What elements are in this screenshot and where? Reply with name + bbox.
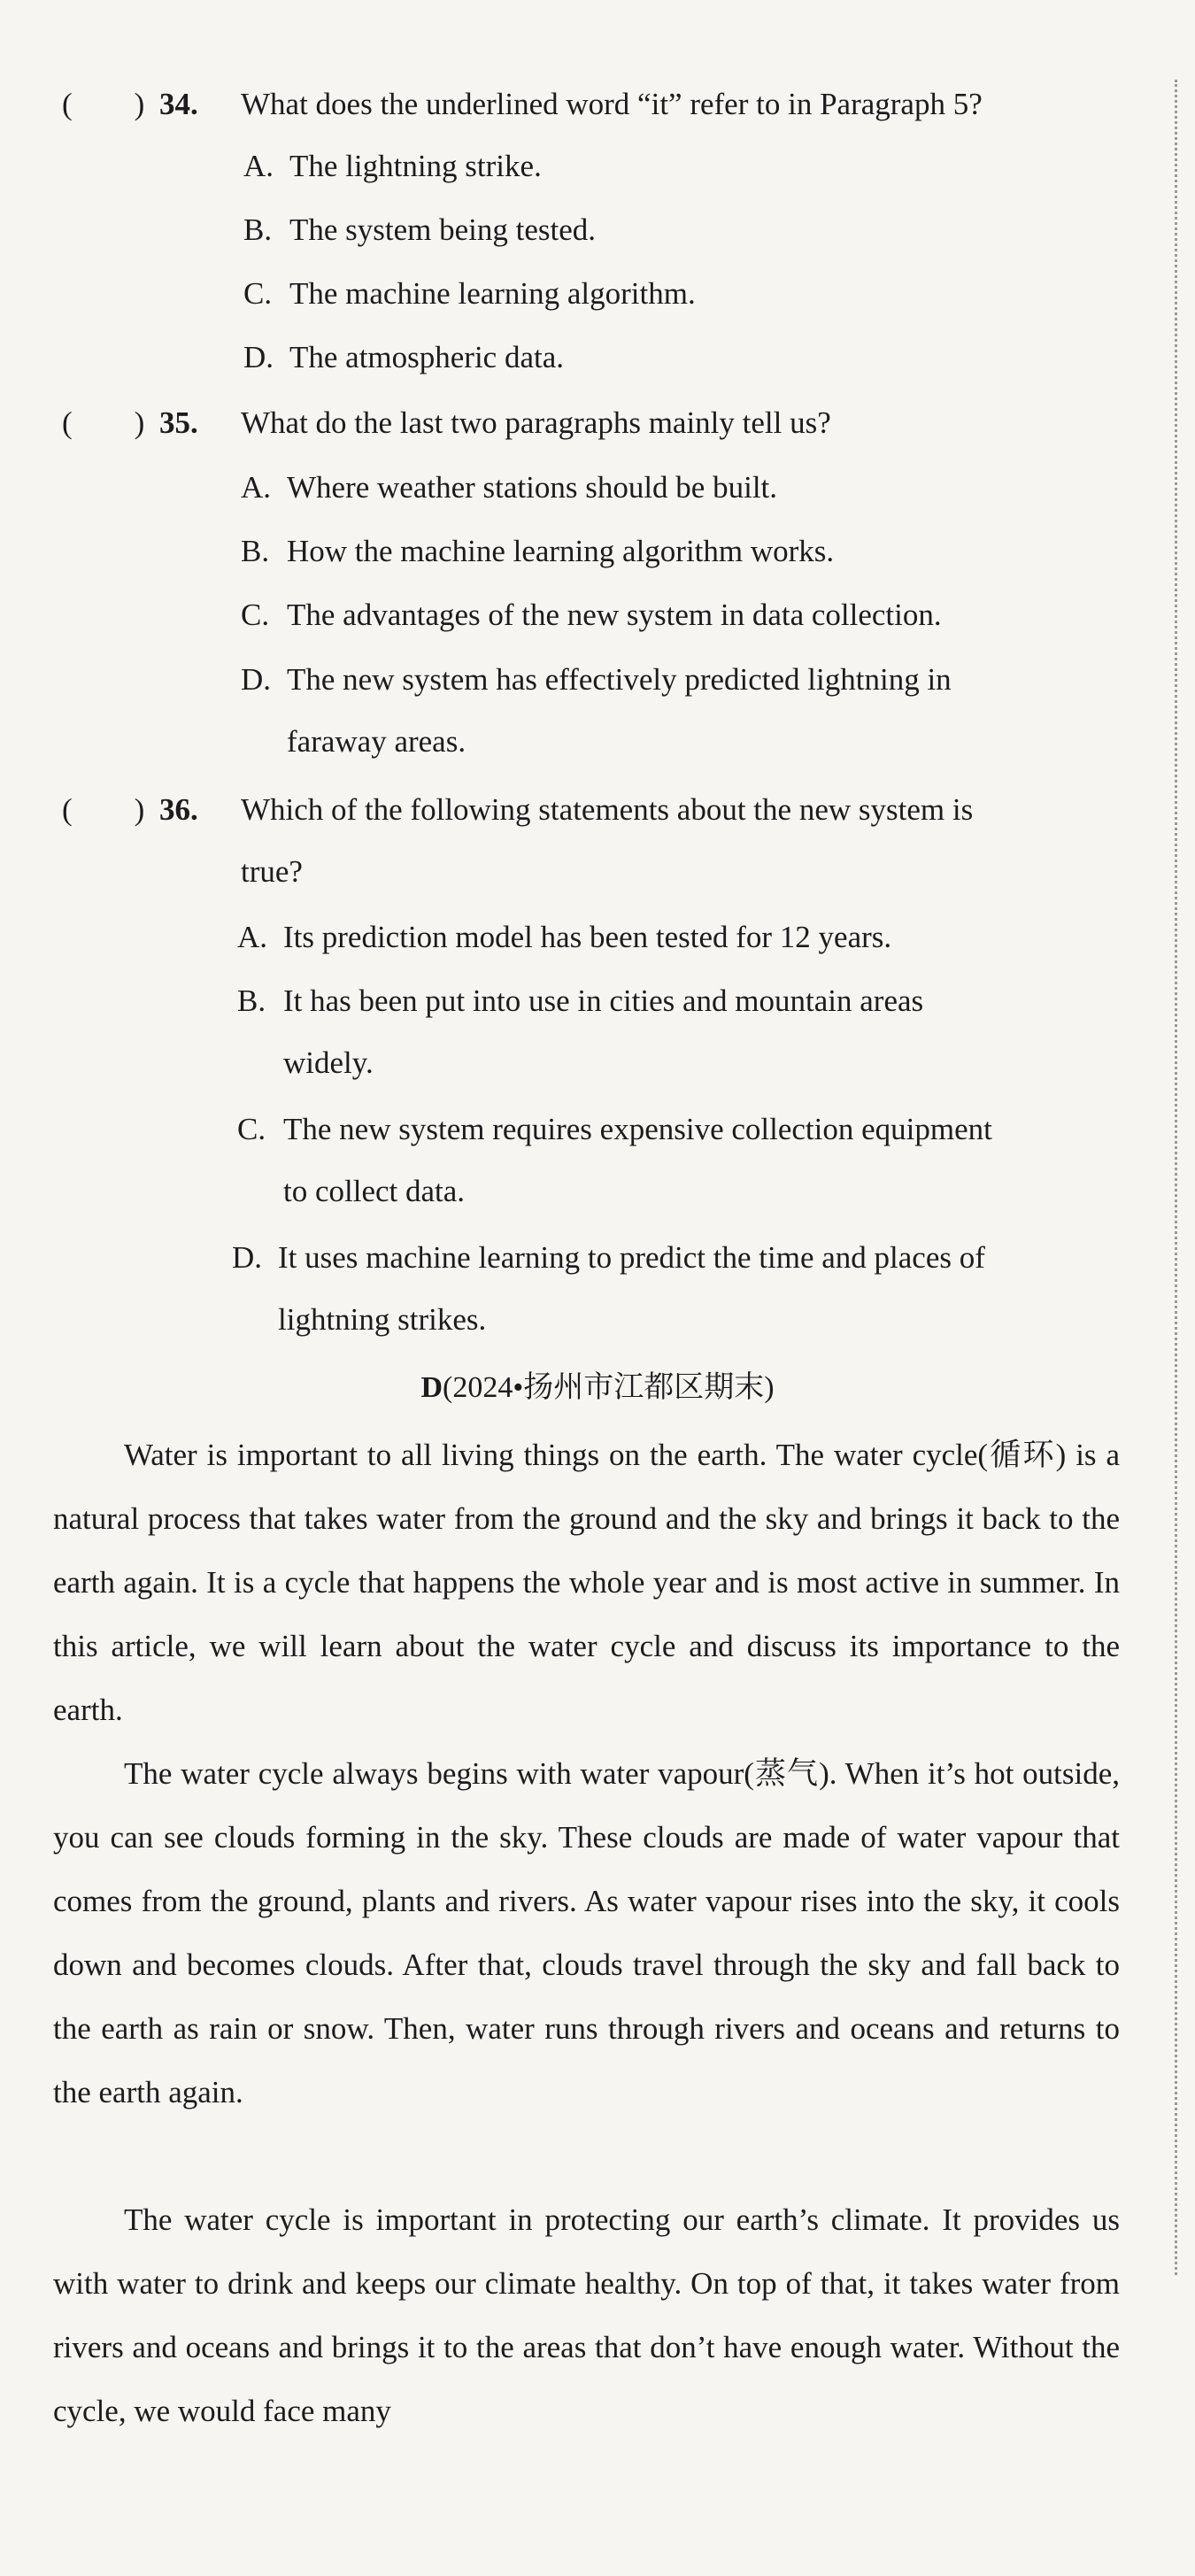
answer-bracket[interactable]: ( ) (62, 792, 145, 827)
option-text: The new system requires expensive collection equipment (283, 1112, 992, 1146)
option-text: The machine learning algorithm. (289, 276, 696, 311)
passage-paragraph-1 (53, 1423, 1120, 1742)
option-letter: C. (241, 598, 270, 632)
option-text: How the machine learning algorithm works. (287, 534, 835, 568)
passage-paragraph-2 (53, 1742, 1120, 2125)
option-letter: B. (241, 534, 270, 568)
option-letter: C. (243, 276, 273, 311)
passage-paragraph-3 (53, 2188, 1120, 2443)
option-letter: D. (243, 340, 274, 374)
option-text-continued: faraway areas. (287, 724, 466, 759)
option-text: Where weather stations should be built. (287, 470, 778, 505)
option-text: The new system has effectively predicted lightning in (287, 662, 952, 697)
option-text-continued: lightning strikes. (278, 1302, 487, 1337)
option-text-continued: to collect data. (283, 1174, 466, 1208)
option-letter: A. (237, 920, 268, 954)
question-number: 34. (159, 87, 198, 121)
question-number: 35. (159, 405, 198, 440)
option-text: The atmospheric data. (289, 340, 565, 374)
option-text: It uses machine learning to predict the time and places of (278, 1240, 985, 1275)
option-letter: A. (241, 470, 272, 505)
paragraph-text: The water cycle always begins with water vapour(蒸气). When it’s hot outside, you can see clouds forming in the sky. These clouds are made of water vapour that comes from the ground, plants and rivers. As water vapour rises into the sky, it cools down and becomes clouds. After that, clouds travel through the sky and fall back to the earth as rain or snow. Then, water runs through rivers and oceans and returns to the earth again. (53, 1756, 1120, 2109)
option-letter: D. (232, 1240, 263, 1275)
option-text: The lightning strike. (289, 149, 542, 183)
section-heading (0, 1368, 1195, 1408)
option-text: Its prediction model has been tested for 12 years. (283, 920, 892, 954)
answer-bracket[interactable]: ( ) (62, 405, 145, 440)
question-stem-continued: true? (241, 854, 303, 889)
option-text-continued: widely. (283, 1045, 374, 1080)
option-text: It has been put into use in cities and mountain areas (283, 983, 924, 1018)
option-text: The advantages of the new system in data collection. (287, 598, 942, 632)
option-letter: C. (237, 1112, 266, 1146)
option-letter: D. (241, 662, 272, 697)
section-letter: D (420, 1371, 443, 1404)
option-letter: B. (237, 983, 266, 1018)
question-stem: What do the last two paragraphs mainly tell us? (241, 405, 831, 440)
paragraph-text: Water is important to all living things on the earth. The water cycle(循环) is a natural process that takes water from the ground and the sky and brings it back to the earth again. It is a cycle that happens the whole year and is most active in summer. In this article, we will learn about the water cycle and discuss its importance to the earth. (53, 1438, 1120, 1727)
section-source: (2024•扬州市江都区期末) (443, 1371, 775, 1404)
question-number: 36. (159, 792, 198, 827)
paragraph-text: The water cycle is important in protecting our earth’s climate. It provides us with water to drink and keeps our climate healthy. On top of that, it takes water from rivers and oceans and brings it to the areas that don’t have enough water. Without the cycle, we would face many (53, 2202, 1120, 2428)
question-stem: What does the underlined word “it” refer to in Paragraph 5? (241, 87, 983, 121)
answer-bracket[interactable]: ( ) (62, 87, 145, 121)
option-letter: B. (243, 212, 273, 247)
option-text: The system being tested. (289, 212, 597, 247)
binding-dotted-line (1175, 80, 1177, 2275)
option-letter: A. (243, 149, 274, 183)
question-stem: Which of the following statements about the new system is (241, 792, 974, 827)
